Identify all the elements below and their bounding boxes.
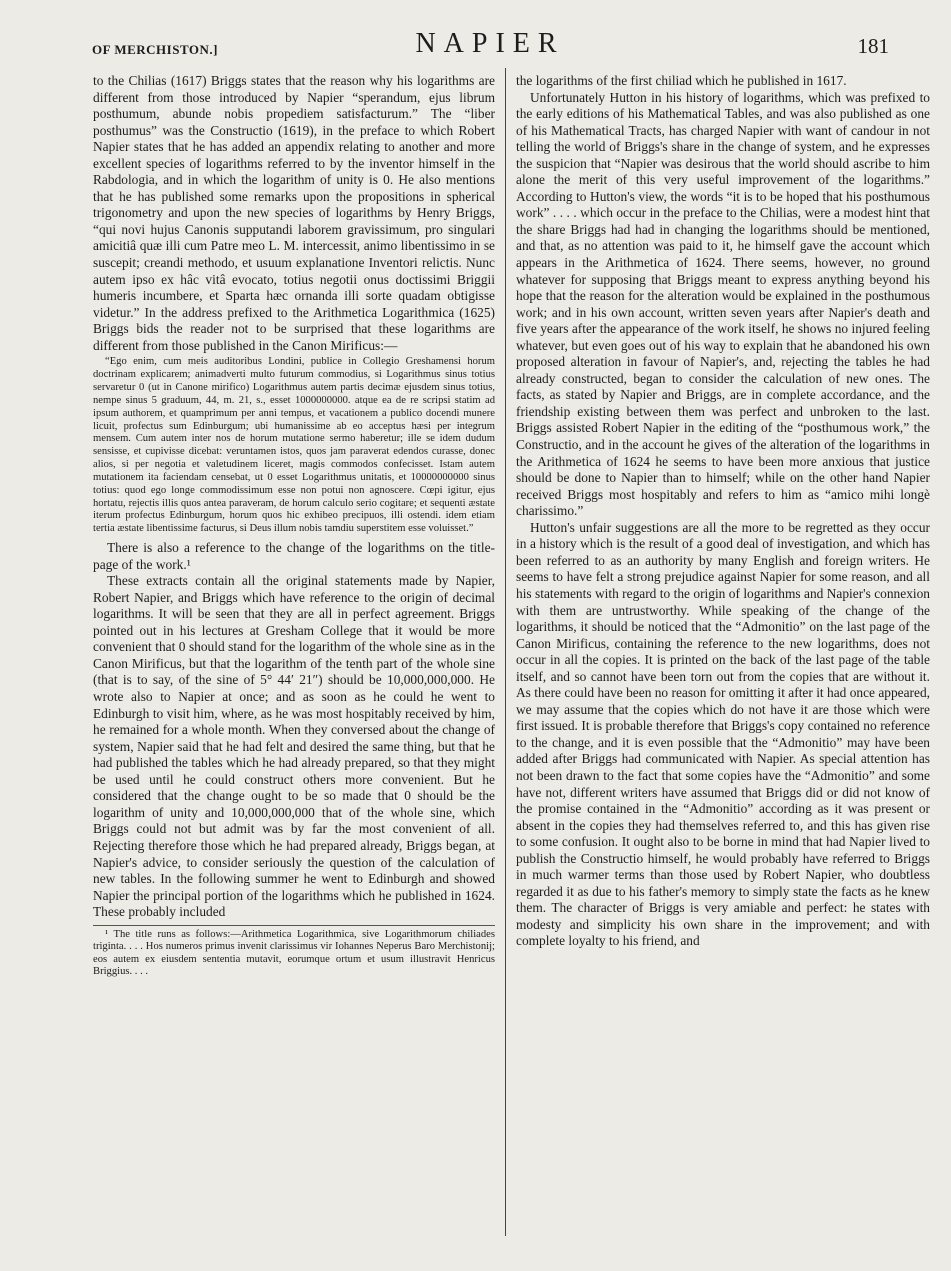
running-head-left: OF MERCHISTON.] xyxy=(92,42,218,57)
right-paragraph-2: Unfortunately Hutton in his history of logarithms, which was prefixed to the early editions of his Mathematical Tables, and was also published as one of his Mathematical Tracts, has charged Napier with want of candour in not telling the world of Briggs's share in the change of system, and he expresses the suspicion that “Napier was desirous that the world should ascribe to him alone the merit of this very useful improvement of the logarithms.” According to Hutton's view, the words “it is to be hoped that his posthumous work” . . . . which occur in the preface to the Chilias, were a modest hint that the share Briggs had had in changing the logarithms should be mentioned, and that, as no attention was paid to it, he himself gave the account which appears in the Arithmetica of 1624. There seems, however, no ground whatever for supposing that Briggs meant to express anything beyond his hope that the reason for the alteration would be explained in the posthumous work; and in his own account, written seven years after Napier's death and five years after the appearance of the work itself, he shows no injured feeling whatever, but even goes out of his way to explain that he abandoned his own proposed alteration in favour of Napier's, and, rejecting the tables he had already constructed, began to consider the calculation of new ones. The facts, as stated by Napier and Briggs, are in complete accordance, and the friendship existing between them was perfect and unbroken to the last. Briggs assisted Robert Napier in the editing of the “posthumous work,” the Constructio, and in the account he gives of the alteration of the logarithms in the Arithmetica of 1624 he seems to have been more anxious that justice should be done to Napier than to himself; while on the other hand Napier received Briggs most hospitably and refers to him as “amico mihi longè charissimo.” xyxy=(516,89,930,519)
footnote-text: ¹ The title runs as follows:—Arithmetica Logarithmica, sive Logarithmorum chiliades triginta. . . . Hos numeros primus invenit clarissimus vir Iohannes Neperus Baro Merchistonij; eos autem ex eiusdem sententia mutavit, eorumque ortum et usum illustravit Henricus Briggius. . . . xyxy=(93,928,495,978)
footnote xyxy=(93,929,495,979)
left-paragraph-3: These extracts contain all the original statements made by Napier, Robert Napier, and Briggs which have reference to the origin of decimal logarithms. It will be seen that they are all in perfect agreement. Briggs pointed out in his lectures at Gresham College that it would be more convenient that 0 should stand for the logarithm of the whole sine as in the Canon Mirificus, but that the logarithm of the tenth part of the whole sine (that is to say, of the sine of 5° 44′ 21″) should be 10,000,000,000. He wrote also to Napier at once; and as soon as he could he went to Edinburgh to visit him, where, as he was most hospitably received by him, he remained for a whole month. When they conversed about the change of system, Napier said that he had felt and desired the same thing, but that he had published the tables which he had already prepared, so that they might be used until he could construct others more convenient. But he considered that the change ought to be so made that 0 should be the logarithm of unity and 10,000,000,000 that of the whole sine, which Briggs could not but admit was by far the most convenient of all. Rejecting therefore those which he had prepared already, Briggs began, at Napier's advice, to consider seriously the question of the calculation of new tables. In the following summer he went to Edinburgh and showed Napier the principal portion of the logarithms which he published in 1624. These probably included xyxy=(93,573,495,920)
right-paragraph-1: the logarithms of the first chiliad which he published in 1617. xyxy=(516,73,847,88)
right-paragraph-3: Hutton's unfair suggestions are all the more to be regretted as they occur in a history which is the result of a good deal of investigation, and which has been referred to as an authority by many English and foreign writers. He seems to have felt a strong prejudice against Napier for some reason, and all his statements with regard to the origin of logarithms and Napier's connexion with them are untrustworthy. While speaking of the change of the logarithms, it should be noticed that the “Admonitio” on the last page of the Canon Mirificus, containing the reference to the new logarithms, does not occur in all the copies. It is printed on the back of the last page of the table itself, and so cannot have been torn out from the copies that are without it. As there could have been no reason for omitting it after it had once appeared, we may assume that the copies which do not have it are those which were first issued. It is probable therefore that Briggs's copy contained no reference to the change, and it is even possible that the “Admonitio” may have been added after Briggs had communicated with Napier. As special attention has not been drawn to the fact that some copies have the “Admonitio” and some have not, different writers have assumed that Briggs did or did not know of the promise contained in the “Admonitio” according as it was present or absent in the copies they had themselves referred to, and this has given rise to some confusion. It ought also to be borne in mind that had Napier lived to publish the Constructio himself, he would probably have referred to Briggs in much warmer terms than those used by Robert Napier, who doubtless regarded it as due to his father's memory to simply state the facts as he knew them. The character of Briggs is very amiable and perfect: he states with modesty and simplicity his own share in the improvement; and with complete loyalty to his friend, and xyxy=(516,519,930,949)
briggs-quotation xyxy=(93,356,495,536)
left-paragraph-2: There is also a reference to the change of the logarithms on the title-page of the work.¹ xyxy=(93,540,495,572)
left-paragraph-1: to the Chilias (1617) Briggs states that the reason why his logarithms are different from those introduced by Napier “sperandum, ejus librum posthumum, abunde nobis propediem satisfacturum.” The “liber posthumus” was the Constructio (1619), in the preface to which Robert Napier states that he has added an appendix relating to another and more excellent species of logarithms referred to by the inventor himself in the Rabdologia, and in which the logarithm of unity is 0. He also mentions that he has published some remarks upon the propositions in spherical trigonometry and upon the new species of logarithms by Henry Briggs, “qui novi hujus Canonis supputandi laborem gravissimum, pro singulari amicitiâ quæ illi cum Patre meo L. M. intercessit, animo libentissimo in se suscepit; creandi methodo, et usuum explanatione Inventori relictis. Nunc autem ipso ex hâc vitâ evocato, totius negotii onus doctissimi Briggii humeris incumbere, et Sparta hæc ornanda illi sorte quadam obtigisse videtur.” In the address prefixed to the Arithmetica Logarithmica (1625) Briggs bids the reader not to be surprised that these logarithms are different from those published in the Canon Mirificus:— xyxy=(93,73,495,353)
right-column xyxy=(516,73,930,1233)
running-head-title: NAPIER xyxy=(415,28,565,59)
footnote-divider xyxy=(93,925,495,926)
column-divider xyxy=(505,68,506,1236)
left-column xyxy=(93,73,495,1238)
quotation-text: “Ego enim, cum meis auditoribus Londini, publice in Collegio Greshamensi horum doctrinam explicarem; animadverti multo futurum commodius, si Logarithmus sinus totius servaretur 0 (ut in Canone mirifico) Logarithmus autem partis decimæ ejusdem sinus totius, nempe sinus 5 graduum, 44, m. 21, s., esset 1000000000. atque ea de re scripsi statim ad ipsum authorem, et quamprimum per anni tempus, et vacationem a publico docendi munere licuit, profectus sum Edinburgum; ubi humanissime ab eo acceptus hæsi per integrum mensem. Cum autem inter nos de horum mutatione sermo haberetur; ille se idem dudum sensisse, et cupivisse dicebat: veruntamen istos, quos jam paraverat edendos curasse, donec alios, si per negotia et valetudinem liceret, magis commodos confecisset. Istam autem mutationem ita faciendam censebat, ut 0 esset Logarithmus unitatis, et 10000000000 sinus totius: quod ego longe commodissimum esse non potui non agnoscere. Cœpi igitur, ejus hortatu, rejectis illis quos antea paraveram, de horum calculo serio cogitare; et sequenti æstate iterum profectus Edinburgum, horum quos hic exhibeo precipuos, illi ostendi. idem etiam tertia æstate libentissime facturus, si Deus illum nobis tamdiu superstitem esse voluisset.” xyxy=(93,356,495,535)
page-number: 181 xyxy=(857,34,889,58)
